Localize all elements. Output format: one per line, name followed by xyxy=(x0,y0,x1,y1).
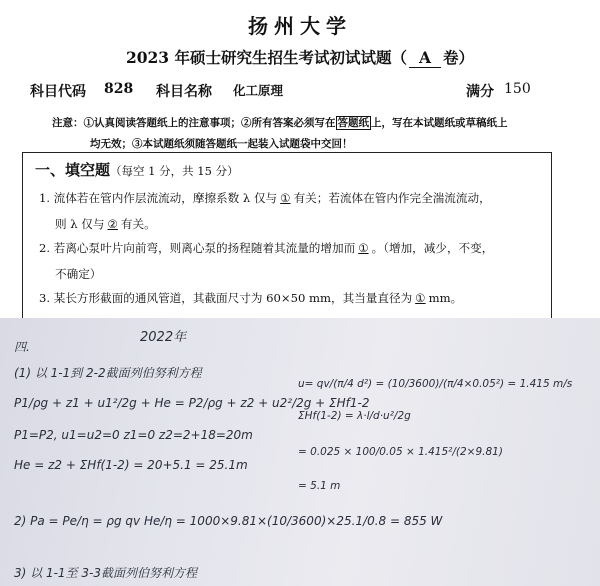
subject-name-label: 科目名称 xyxy=(156,84,212,100)
notes-line: (1) 以 1-1到 2-2截面列伯努利方程 xyxy=(14,366,202,380)
notes-section: 四. xyxy=(14,340,30,354)
q3-text: 3. 某长方形截面的通风管道，其截面尺寸为 60×50 mm，其当量直径为 xyxy=(39,291,413,305)
section-heading xyxy=(35,159,239,180)
notice-text: ①认真阅读答题纸上的注意事项；②所有答案必须写在 xyxy=(83,117,336,129)
subject-code: 828 xyxy=(104,81,134,97)
q1-text: 则 λ 仅与 xyxy=(55,217,105,231)
subject-name: 化工原理 xyxy=(233,83,284,98)
notice-text: 上，写在本试题纸或草稿纸上 xyxy=(371,117,508,129)
q2-text: 不确定） xyxy=(55,267,102,281)
notes-line: = 0.025 × 100/0.05 × 1.415²/(2×9.81) xyxy=(298,446,503,458)
blank: ① xyxy=(280,191,291,205)
notes-line: = 5.1 m xyxy=(298,480,341,492)
notice-label: 注意： xyxy=(52,117,84,129)
blank: ① xyxy=(358,241,369,255)
full-marks-label: 满分 xyxy=(466,84,494,100)
university-name: 扬州大学 xyxy=(248,14,352,38)
question-1 xyxy=(39,185,539,237)
question-3 xyxy=(39,285,539,311)
notes-line: 2) Pa = Pe/η = ρg qv He/η = 1000×9.81×(10/3600)×25.1/0.8 = 855 W xyxy=(14,514,443,528)
blank: ① xyxy=(415,291,426,305)
notes-line: He = z2 + ΣHf(1-2) = 20+5.1 = 25.1m xyxy=(14,458,248,472)
subject-code-label: 科目代码 xyxy=(30,84,86,100)
notes-year: 2022年 xyxy=(140,330,187,345)
notes-line: u= qv/(π/4 d²) = (10/3600)/(π/4×0.05²) = 1.415 m/s xyxy=(298,378,573,390)
q3-text: mm。 xyxy=(428,291,463,305)
section-hint: （每空 1 分，共 15 分） xyxy=(110,164,239,178)
answer-sheet-box: 答题纸 xyxy=(337,117,369,129)
section-title: 一、填空题 xyxy=(35,161,111,179)
notice xyxy=(52,113,582,155)
notes-line: P1/ρg + z1 + u1²/2g + He = P2/ρg + z2 + u2²/2g + ΣHf1-2 xyxy=(14,396,370,410)
handwritten-notes-photo xyxy=(0,318,600,586)
q2-text: 。（增加，减少，不变， xyxy=(371,241,494,255)
title-suffix: 卷） xyxy=(443,48,475,67)
full-marks: 150 xyxy=(504,81,531,97)
paper-code: A xyxy=(409,48,441,68)
blank: ② xyxy=(107,217,118,231)
question-2 xyxy=(39,235,539,287)
q1-text: 有关。 xyxy=(120,217,156,231)
fill-blank-section xyxy=(22,152,552,344)
title-prefix: 2023 年硕士研究生招生考试初试试题（ xyxy=(125,48,407,67)
q2-text: 2. 若离心泵叶片向前弯，则离心泵的扬程随着其流量的增加而 xyxy=(39,241,356,255)
notes-line: P1=P2, u1=u2=0 z1=0 z2=2+18=20m xyxy=(14,428,253,442)
q1-text: 1. 流体若在管内作层流流动，摩擦系数 λ 仅与 xyxy=(39,191,278,205)
notes-line: 3) 以 1-1至 3-3截面列伯努利方程 xyxy=(14,566,197,580)
notice-line-2: 均无效；③本试题纸须随答题纸一起装入试题袋中交回！ xyxy=(90,138,353,150)
exam-title xyxy=(0,46,600,68)
notes-line: ΣHf(1-2) = λ·l/d·u²/2g xyxy=(298,410,411,422)
q1-text: 有关；若流体在管内作完全湍流流动， xyxy=(293,191,491,205)
